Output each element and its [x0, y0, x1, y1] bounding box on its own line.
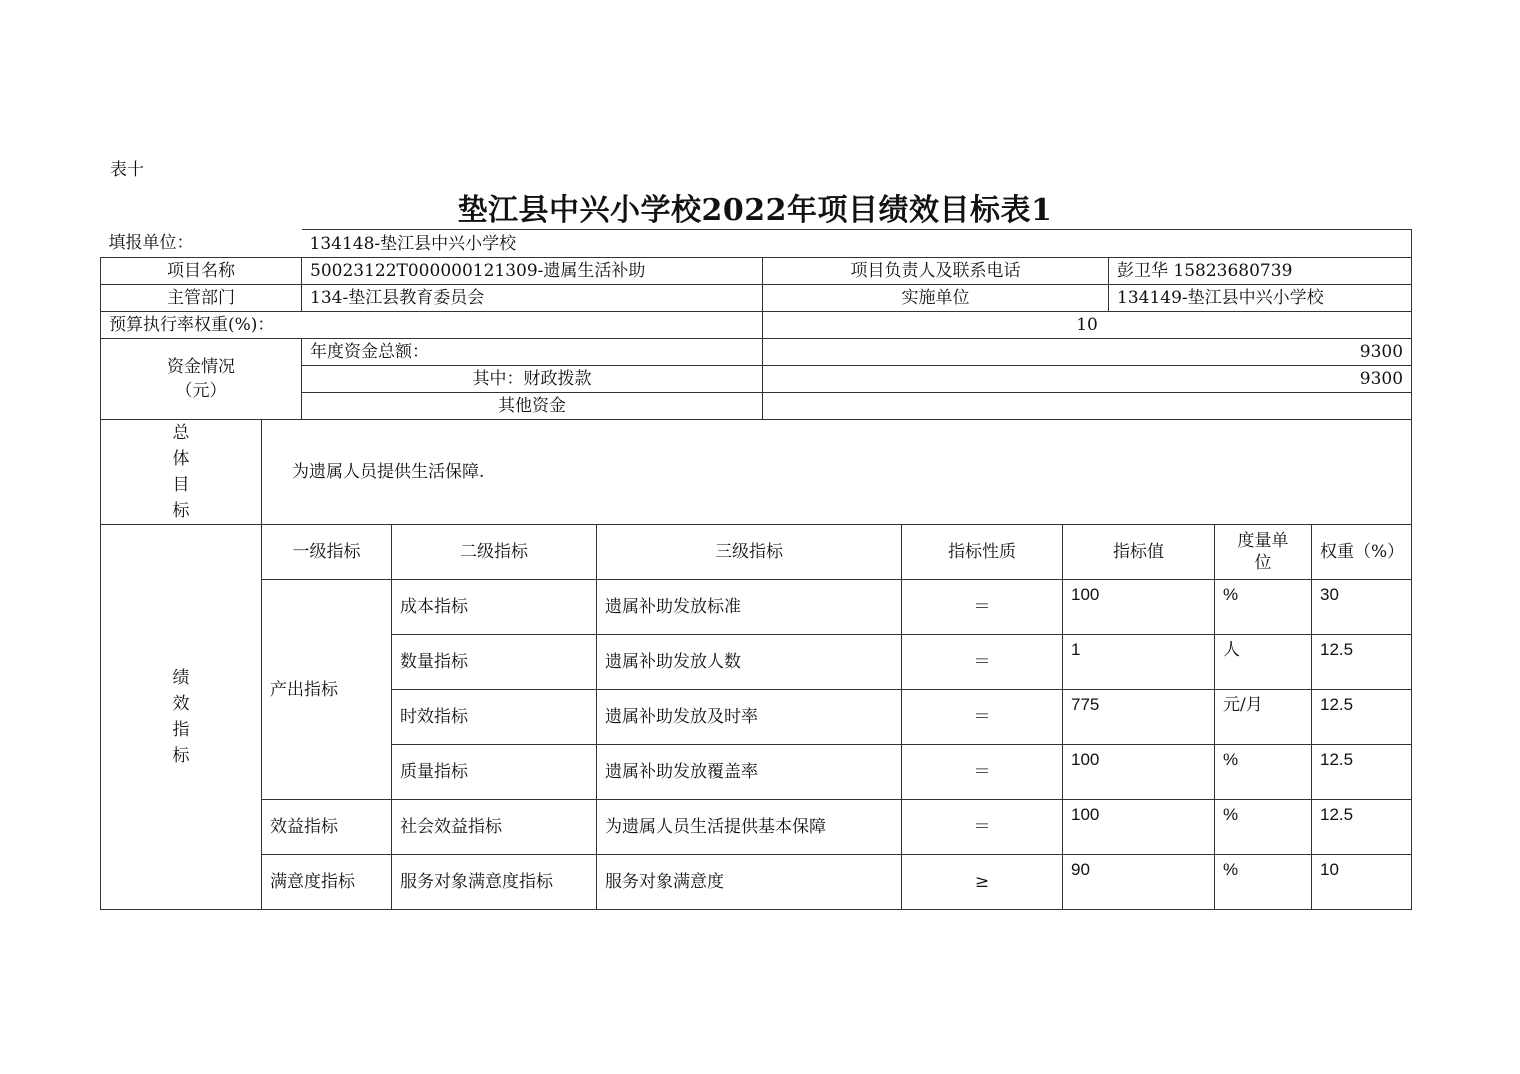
indicator-label-char: 标 — [172, 746, 190, 766]
funds-total-label: 年度资金总额： — [302, 339, 763, 366]
funds-other-label: 其他资金 — [302, 393, 763, 420]
row-level2: 质量指标 — [392, 745, 597, 800]
row-unit: 人 — [1215, 635, 1312, 690]
row-unit: % — [1215, 745, 1312, 800]
project-name-label: 项目名称 — [101, 258, 302, 285]
table-row — [101, 580, 1412, 635]
indicator-label — [101, 525, 262, 910]
header-level3: 三级指标 — [597, 525, 902, 580]
row-nature: ＝ — [902, 690, 1063, 745]
header-level2: 二级指标 — [392, 525, 597, 580]
row-level3: 服务对象满意度 — [597, 855, 902, 910]
row-value: 775 — [1063, 690, 1215, 745]
row-nature: ＝ — [902, 635, 1063, 690]
row-nature: ＝ — [902, 800, 1063, 855]
funds-label-line1: 资金情况 — [167, 357, 235, 377]
funds-total-value: 9300 — [763, 339, 1412, 366]
goal-label-char: 目 — [172, 475, 190, 495]
contact-value: 彭卫华 15823680739 — [1109, 258, 1412, 285]
impl-value: 134149-垫江县中兴小学校 — [1109, 285, 1412, 312]
table-row — [101, 800, 1412, 855]
header-value: 指标值 — [1063, 525, 1215, 580]
row-unit: % — [1215, 580, 1312, 635]
row-level2: 服务对象满意度指标 — [392, 855, 597, 910]
row-weight: 10 — [1312, 855, 1412, 910]
project-name-value: 50023122T000000121309-遗属生活补助 — [302, 258, 763, 285]
budget-rate-value: 10 — [763, 312, 1412, 339]
goal-label-char: 标 — [172, 501, 190, 521]
group-satisfaction: 满意度指标 — [262, 855, 392, 910]
row-weight: 12.5 — [1312, 800, 1412, 855]
goal-label-char: 总 — [172, 423, 190, 443]
funds-other-value — [763, 393, 1412, 420]
header-nature: 指标性质 — [902, 525, 1063, 580]
row-weight: 12.5 — [1312, 745, 1412, 800]
impl-label: 实施单位 — [763, 285, 1109, 312]
indicator-label-char: 效 — [172, 694, 190, 714]
dept-label: 主管部门 — [101, 285, 302, 312]
group-output: 产出指标 — [262, 580, 392, 800]
budget-rate-label: 预算执行率权重(%)： — [101, 312, 763, 339]
group-benefit: 效益指标 — [262, 800, 392, 855]
row-level2: 时效指标 — [392, 690, 597, 745]
funds-fiscal-label: 其中：财政拨款 — [302, 366, 763, 393]
row-level2: 成本指标 — [392, 580, 597, 635]
indicator-table — [100, 419, 1412, 910]
row-level3: 为遗属人员生活提供基本保障 — [597, 800, 902, 855]
dept-value: 134-垫江县教育委员会 — [302, 285, 763, 312]
row-level3: 遗属补助发放标准 — [597, 580, 902, 635]
goal-label — [101, 420, 262, 525]
row-unit: % — [1215, 800, 1312, 855]
row-unit: 元/月 — [1215, 690, 1312, 745]
row-value: 100 — [1063, 800, 1215, 855]
header-unit-line1: 度量单 — [1237, 531, 1289, 551]
goal-label-char: 体 — [172, 449, 190, 469]
row-level3: 遗属补助发放覆盖率 — [597, 745, 902, 800]
project-info-table — [100, 229, 1412, 420]
row-level2: 数量指标 — [392, 635, 597, 690]
row-value: 100 — [1063, 745, 1215, 800]
row-nature: ＝ — [902, 745, 1063, 800]
header-unit — [1215, 525, 1312, 580]
row-nature: ≥ — [902, 855, 1063, 910]
reporting-unit-value: 134148-垫江县中兴小学校 — [302, 230, 1412, 258]
row-unit: % — [1215, 855, 1312, 910]
indicator-label-char: 绩 — [172, 668, 190, 688]
row-value: 1 — [1063, 635, 1215, 690]
funds-fiscal-value: 9300 — [763, 366, 1412, 393]
header-unit-line2: 位 — [1254, 553, 1272, 573]
row-value: 90 — [1063, 855, 1215, 910]
row-level3: 遗属补助发放及时率 — [597, 690, 902, 745]
row-level2: 社会效益指标 — [392, 800, 597, 855]
table-row — [101, 855, 1412, 910]
row-level3: 遗属补助发放人数 — [597, 635, 902, 690]
header-weight: 权重（%） — [1312, 525, 1412, 580]
row-weight: 30 — [1312, 580, 1412, 635]
page-title: 垫江县中兴小学校2022年项目绩效目标表1 — [457, 193, 1053, 228]
row-weight: 12.5 — [1312, 690, 1412, 745]
funds-label — [101, 339, 302, 420]
row-weight: 12.5 — [1312, 635, 1412, 690]
page-label: 表十 — [110, 160, 144, 180]
contact-label: 项目负责人及联系电话 — [763, 258, 1109, 285]
indicator-label-char: 指 — [172, 720, 190, 740]
reporting-unit-label: 填报单位： — [108, 233, 194, 254]
row-nature: ＝ — [902, 580, 1063, 635]
row-value: 100 — [1063, 580, 1215, 635]
header-level1: 一级指标 — [262, 525, 392, 580]
goal-text: 为遗属人员提供生活保障. — [262, 420, 1412, 525]
funds-label-line2: （元） — [175, 381, 227, 401]
